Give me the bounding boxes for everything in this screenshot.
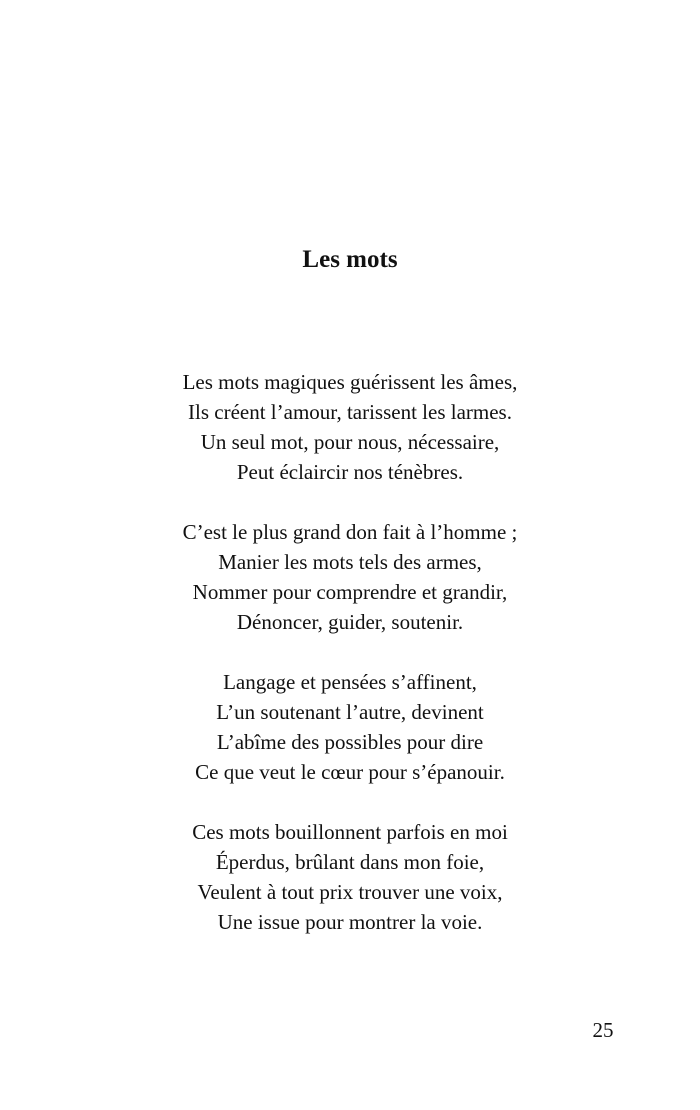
verse-line: Dénoncer, guider, soutenir. [236, 610, 464, 634]
stanza-2 [0, 517, 700, 637]
stanza-3 [0, 667, 700, 787]
verse-line: Manier les mots tels des armes, [218, 550, 482, 574]
stanza-1 [0, 367, 700, 487]
verse-line: Un seul mot, pour nous, nécessaire, [200, 430, 500, 454]
verse-line: C’est le plus grand don fait à l’homme ; [182, 520, 518, 544]
page-number: 25 [592, 1018, 614, 1042]
verse-line: Une issue pour montrer la voie. [217, 910, 483, 934]
stanza-4 [0, 817, 700, 937]
poem-body [0, 367, 700, 967]
verse-line: Nommer pour comprendre et grandir, [192, 580, 508, 604]
poem-title: Les mots [302, 246, 398, 273]
verse-line: L’abîme des possibles pour dire [216, 730, 484, 754]
verse-line: L’un soutenant l’autre, devinent [216, 700, 484, 724]
verse-line: Ce que veut le cœur pour s’épanouir. [195, 760, 505, 784]
verse-line: Les mots magiques guérissent les âmes, [182, 370, 518, 394]
verse-line: Éperdus, brûlant dans mon foie, [215, 850, 485, 874]
verse-line: Veulent à tout prix trouver une voix, [197, 880, 503, 904]
verse-line: Ces mots bouillonnent parfois en moi [192, 820, 508, 844]
verse-line: Peut éclaircir nos ténèbres. [236, 460, 464, 484]
verse-line: Ils créent l’amour, tarissent les larmes. [188, 400, 512, 424]
verse-line: Langage et pensées s’affinent, [223, 670, 477, 694]
